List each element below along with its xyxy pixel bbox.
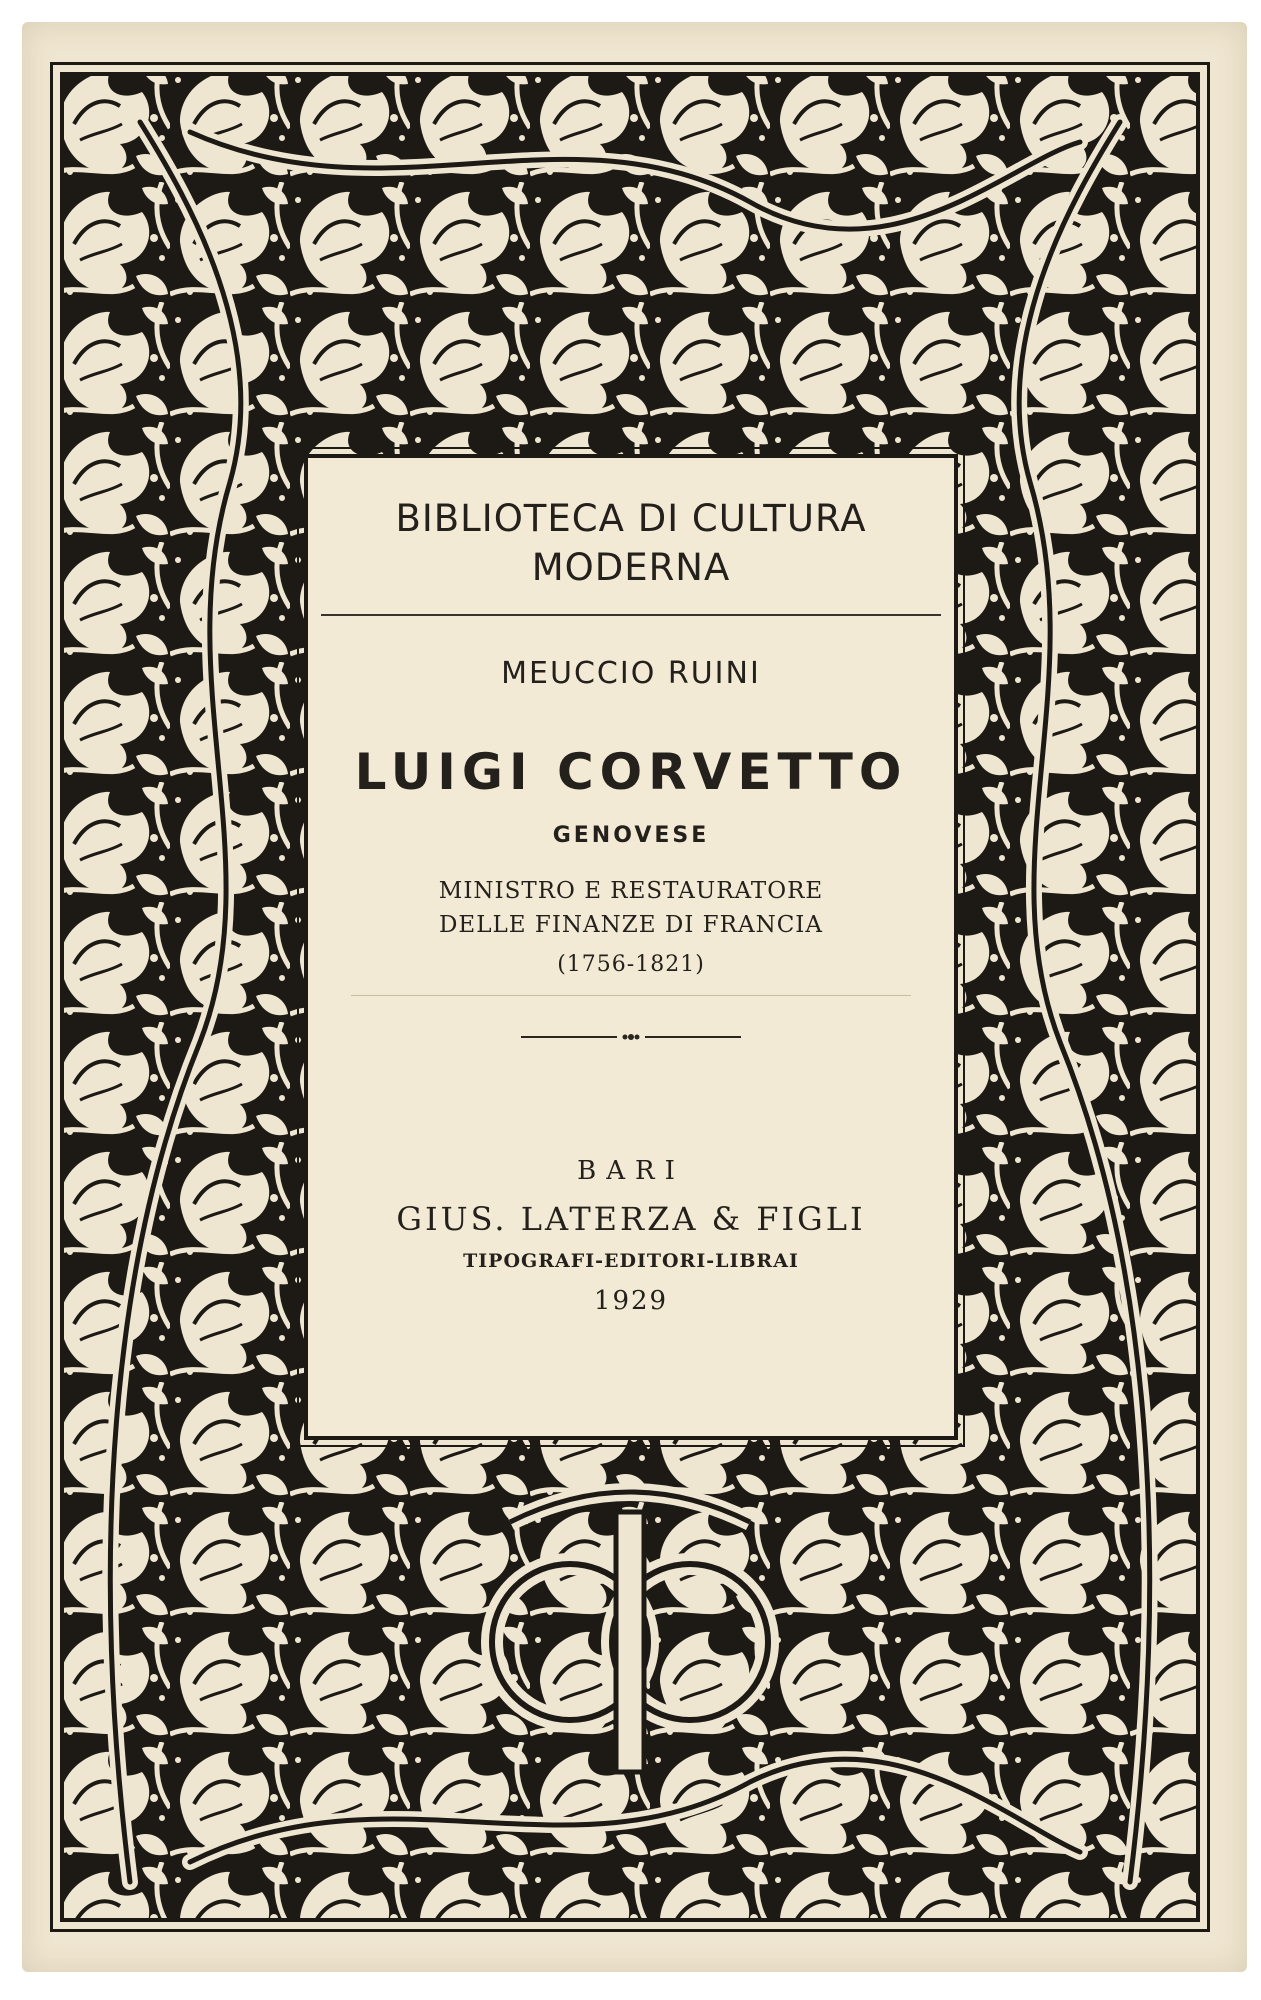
- description-line-1: MINISTRO E RESTAURATORE: [438, 878, 824, 904]
- description-line-2: DELLE FINANZE DI FRANCIA: [438, 912, 823, 938]
- imprint-publisher: GIUS. LATERZA & FIGLI: [396, 1200, 866, 1238]
- book-title-page: [22, 22, 1247, 1972]
- fleuron-divider-icon: [521, 1032, 741, 1042]
- faint-divider: [351, 995, 911, 996]
- life-dates: (1756-1821): [557, 952, 705, 977]
- title-panel: [304, 454, 958, 1440]
- imprint-trades: TIPOGRAFI-EDITORI-LIBRAI: [463, 1250, 799, 1272]
- author-name: MEUCCIO RUINI: [501, 656, 761, 691]
- series-title-line-2: MODERNA: [531, 546, 731, 589]
- book-subtitle: GENOVESE: [552, 823, 710, 848]
- series-title: [308, 494, 954, 592]
- series-title-line-1: BIBLIOTECA DI CULTURA: [395, 497, 867, 540]
- book-title: LUIGI CORVETTO: [354, 743, 908, 801]
- divider-rule: [321, 614, 941, 616]
- imprint-place: BARI: [577, 1156, 685, 1186]
- book-description: [308, 874, 954, 942]
- imprint-year: 1929: [593, 1286, 669, 1316]
